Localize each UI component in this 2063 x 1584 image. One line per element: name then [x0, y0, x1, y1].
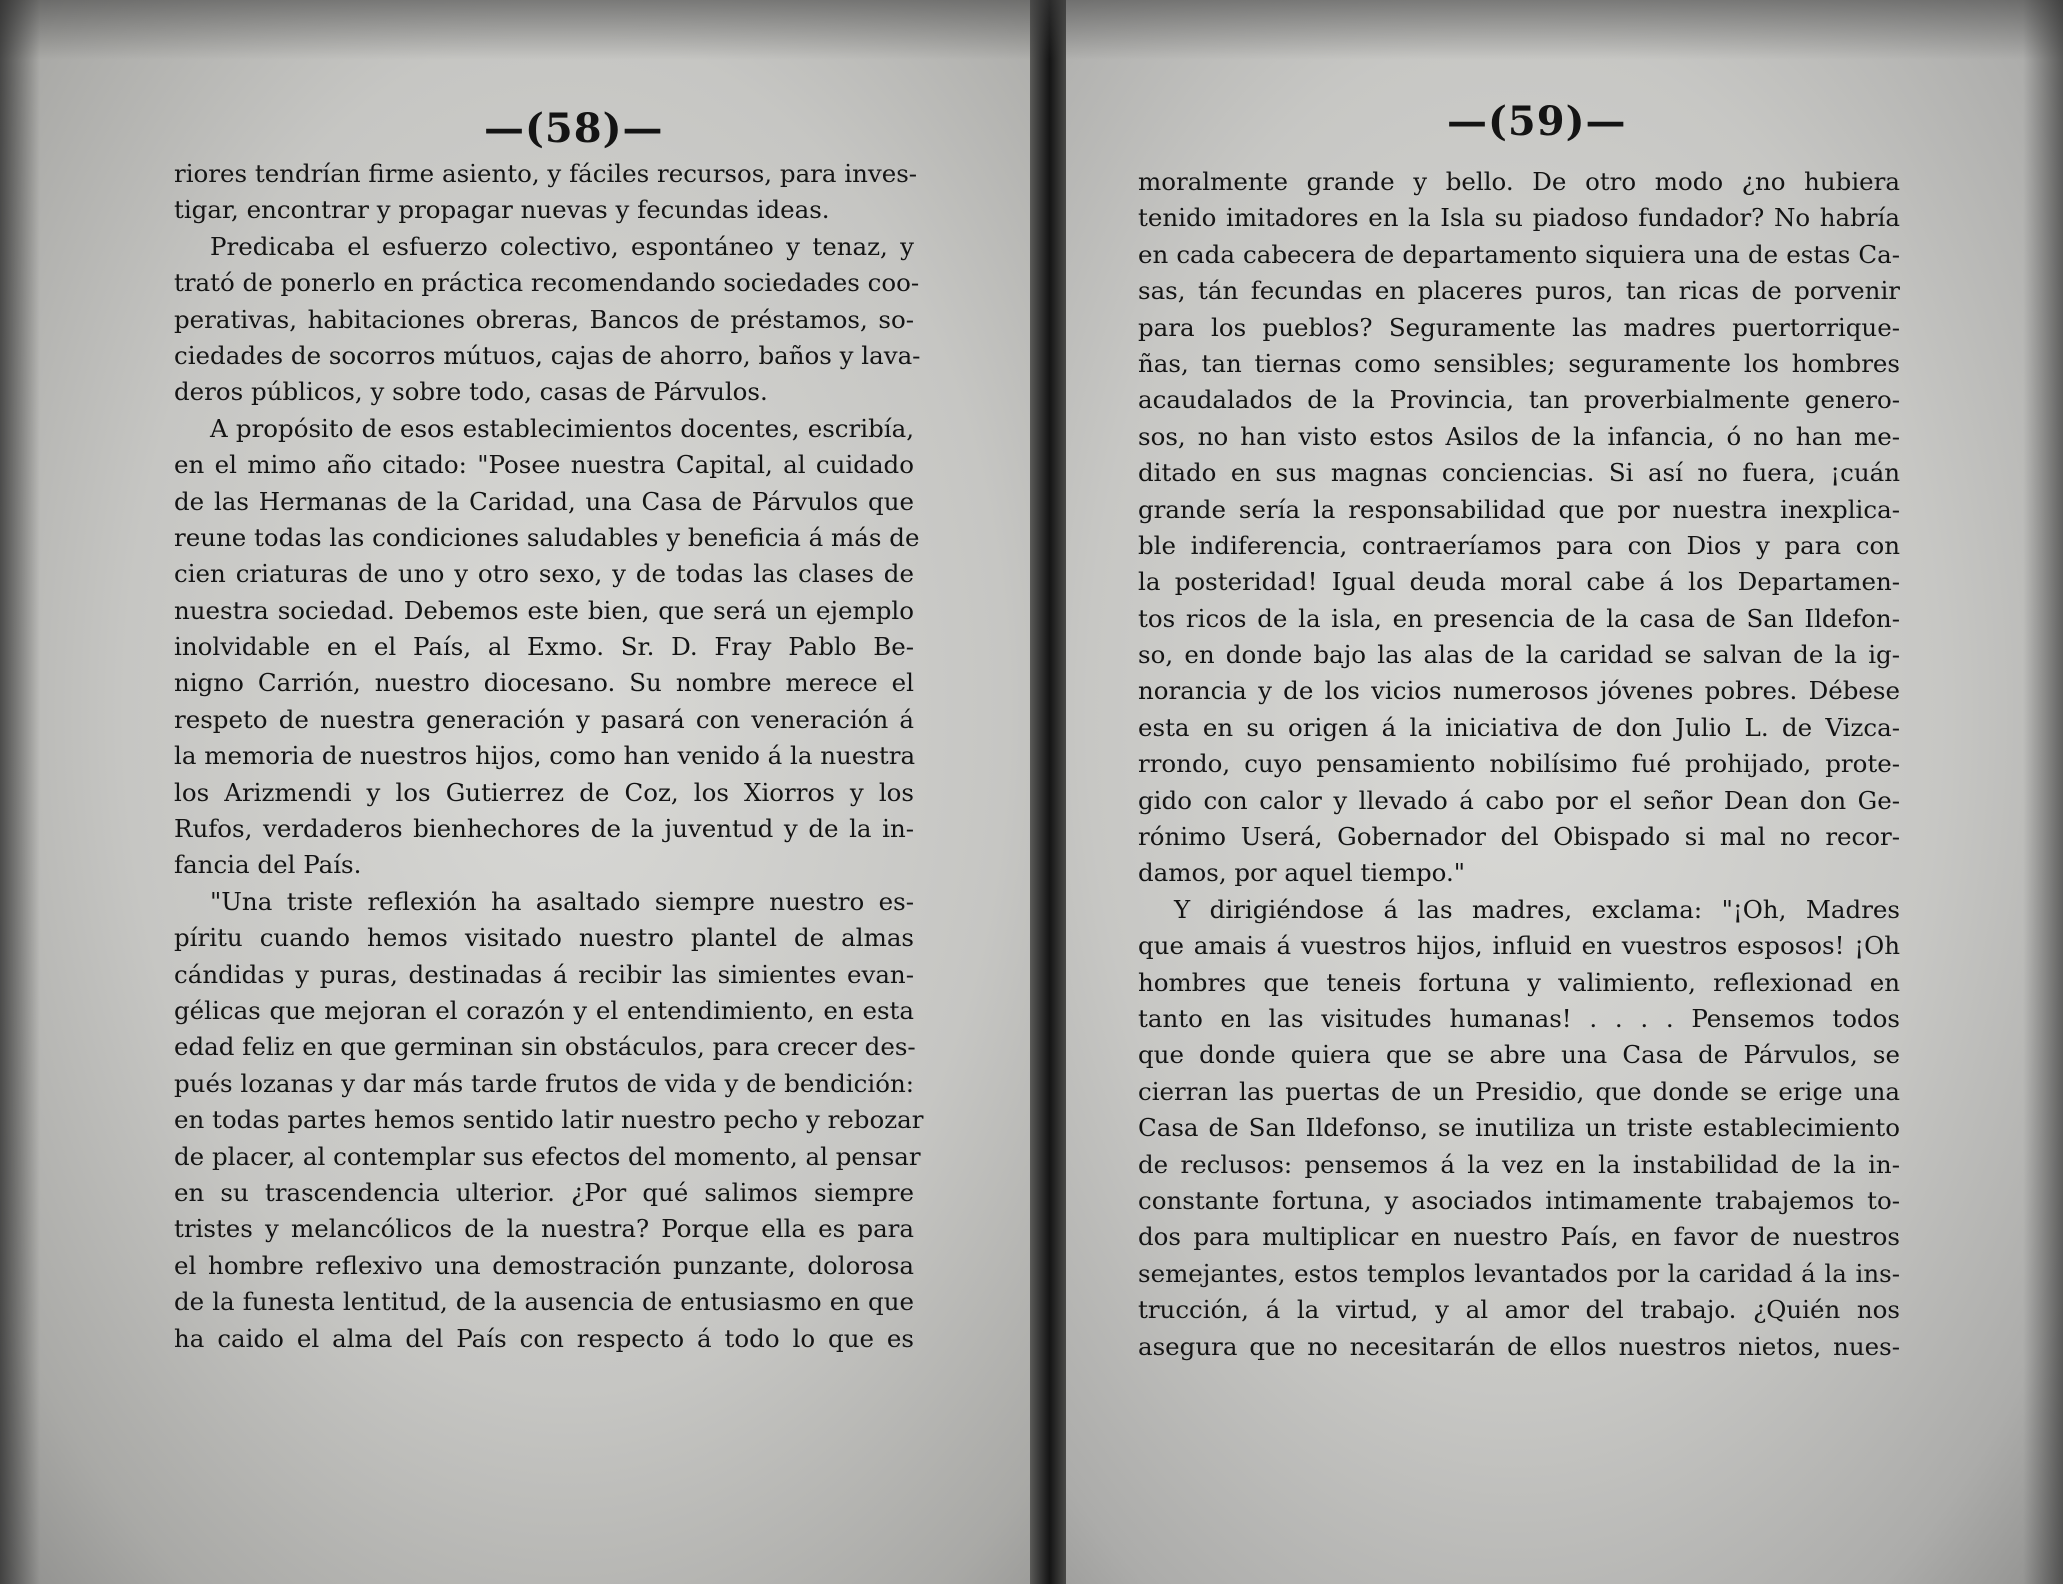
text-line: en cada cabecera de departamento siquiera una de estas Ca-: [1138, 239, 1900, 269]
text-line: deros públicos, y sobre todo, casas de Párvulos.: [174, 377, 768, 407]
text-line: grande sería la responsabilidad que por nuestra inexplica-: [1138, 494, 1900, 524]
text-line: ñas, tan tiernas como sensibles; seguramente los hombres: [1138, 348, 1900, 378]
right-page-body: [1138, 164, 1900, 1365]
page-number-59: —(59)—: [1447, 98, 1627, 145]
text-line: píritu cuando hemos visitado nuestro plantel de almas: [174, 923, 914, 953]
text-line: fancia del País.: [174, 850, 362, 880]
text-line: en su trascendencia ulterior. ¿Por qué salimos siempre: [174, 1177, 914, 1207]
left-edge-shadow: [0, 0, 40, 1584]
text-line: semejantes, estos templos levantados por la caridad á la ins-: [1138, 1258, 1900, 1288]
text-line: "Una triste reflexión ha asaltado siempre nuestro es-: [210, 886, 914, 916]
text-line: ble indiferencia, contraeríamos para con Dios y para con: [1138, 530, 1900, 560]
text-line: constante fortuna, y asociados intimamente trabajemos to-: [1138, 1185, 1900, 1215]
text-line: los Arizmendi y los Gutierrez de Coz, los Xiorros y los: [174, 777, 914, 807]
text-line: gido con calor y llevado á cabo por el señor Dean don Ge-: [1138, 785, 1900, 815]
text-line: norancia y de los vicios numerosos jóvenes pobres. Débese: [1138, 676, 1900, 706]
text-line: tos ricos de la isla, en presencia de la casa de San Ildefon-: [1138, 603, 1900, 633]
text-line: ciedades de socorros mútuos, cajas de ahorro, baños y lava-: [174, 340, 921, 370]
text-line: de placer, al contemplar sus efectos del momento, al pensar: [174, 1141, 921, 1171]
text-line: que amais á vuestros hijos, influid en vuestros esposos! ¡Oh: [1138, 931, 1900, 961]
book-gutter: [1030, 0, 1066, 1584]
text-line: de las Hermanas de la Caridad, una Casa de Párvulos que: [174, 486, 914, 516]
text-line: so, en donde bajo las alas de la caridad se salvan de la ig-: [1138, 640, 1900, 670]
text-line: la memoria de nuestros hijos, como han venido á la nuestra: [174, 741, 916, 771]
text-line: cándidas y puras, destinadas á recibir las simientes evan-: [174, 959, 914, 989]
text-line: asegura que no necesitarán de ellos nuestros nietos, nues-: [1138, 1331, 1900, 1361]
text-line: reune todas las condiciones saludables y beneficia á más de: [174, 522, 920, 552]
text-line: tigar, encontrar y propagar nuevas y fecundas ideas.: [174, 195, 830, 225]
text-line: Predicaba el esfuerzo colectivo, espontáneo y tenaz, y: [210, 231, 914, 261]
text-line: tenido imitadores en la Isla su piadoso fundador? No habría: [1138, 203, 1900, 233]
text-line: ha caido el alma del País con respecto á todo lo que es: [174, 1323, 914, 1353]
text-line: trató de ponerlo en práctica recomendando sociedades coo-: [174, 268, 920, 298]
text-line: inolvidable en el País, al Exmo. Sr. D. Fray Pablo Be-: [174, 632, 914, 662]
text-line: damos, por aquel tiempo.": [1138, 858, 1466, 888]
text-line: Rufos, verdaderos bienhechores de la juventud y de la in-: [174, 814, 914, 844]
text-line: esta en su origen á la iniciativa de don Julio L. de Vizca-: [1138, 712, 1900, 742]
text-line: dos para multiplicar en nuestro País, en favor de nuestros: [1138, 1222, 1900, 1252]
text-line: trucción, á la virtud, y al amor del trabajo. ¿Quién nos: [1138, 1295, 1900, 1325]
text-line: tristes y melancólicos de la nuestra? Porque ella es para: [174, 1214, 914, 1244]
text-line: A propósito de esos establecimientos docentes, escribía,: [210, 413, 914, 443]
text-line: rónimo Userá, Gobernador del Obispado si mal no recor-: [1138, 822, 1900, 852]
text-line: pués lozanas y dar más tarde frutos de vida y de bendición:: [174, 1068, 914, 1098]
text-line: edad feliz en que germinan sin obstáculos, para crecer des-: [174, 1032, 916, 1062]
text-line: de la funesta lentitud, de la ausencia de entusiasmo en que: [174, 1287, 914, 1317]
text-line: respeto de nuestra generación y pasará con veneración á: [174, 704, 914, 734]
text-line: cien criaturas de uno y otro sexo, y de todas las clases de: [174, 559, 914, 589]
right-page: [1066, 0, 2063, 1584]
text-line: gélicas que mejoran el corazón y el entendimiento, en esta: [174, 995, 914, 1025]
text-line: que donde quiera que se abre una Casa de Párvulos, se: [1138, 1040, 1900, 1070]
text-line: Y dirigiéndose á las madres, exclama: "¡Oh, Madres: [1174, 894, 1900, 924]
text-line: sos, no han visto estos Asilos de la infancia, ó no han me-: [1138, 421, 1900, 451]
text-line: sas, tán fecundas en placeres puros, tan ricas de porvenir: [1138, 276, 1900, 306]
text-line: en el mimo año citado: "Posee nuestra Capital, al cuidado: [174, 450, 914, 480]
text-line: acaudalados de la Provincia, tan proverbialmente genero-: [1138, 385, 1900, 415]
left-page-body: [174, 156, 924, 1357]
text-line: moralmente grande y bello. De otro modo ¿no hubiera: [1138, 167, 1900, 196]
text-line: cierran las puertas de un Presidio, que donde se erige una: [1138, 1076, 1900, 1106]
text-line: la posteridad! Igual deuda moral cabe á los Departamen-: [1138, 567, 1900, 597]
text-line: para los pueblos? Seguramente las madres puertorrique-: [1138, 312, 1900, 342]
text-line: perativas, habitaciones obreras, Bancos de préstamos, so-: [174, 304, 914, 334]
left-page: [0, 0, 1030, 1584]
top-shadow: [0, 0, 2063, 60]
right-edge-shadow: [2023, 0, 2063, 1584]
text-line: en todas partes hemos sentido latir nuestro pecho y rebozar: [174, 1105, 924, 1135]
text-line: tanto en las visitudes humanas! . . . . Pensemos todos: [1138, 1003, 1900, 1033]
text-line: nigno Carrión, nuestro diocesano. Su nombre merece el: [174, 668, 914, 698]
text-line: Casa de San Ildefonso, se inutiliza un triste establecimiento: [1138, 1113, 1900, 1143]
text-line: de reclusos: pensemos á la vez en la instabilidad de la in-: [1138, 1149, 1900, 1179]
text-line: hombres que teneis fortuna y valimiento, reflexionad en: [1138, 967, 1900, 997]
text-line: riores tendrían firme asiento, y fáciles recursos, para inves-: [174, 159, 918, 188]
page-number-58: —(58)—: [484, 105, 664, 152]
text-line: ditado en sus magnas conciencias. Si así no fuera, ¡cuán: [1138, 458, 1900, 488]
text-line: rrondo, cuyo pensamiento nobilísimo fué prohijado, prote-: [1138, 749, 1900, 779]
text-line: nuestra sociedad. Debemos este bien, que será un ejemplo: [174, 595, 914, 625]
text-line: el hombre reflexivo una demostración punzante, dolorosa: [174, 1250, 914, 1280]
